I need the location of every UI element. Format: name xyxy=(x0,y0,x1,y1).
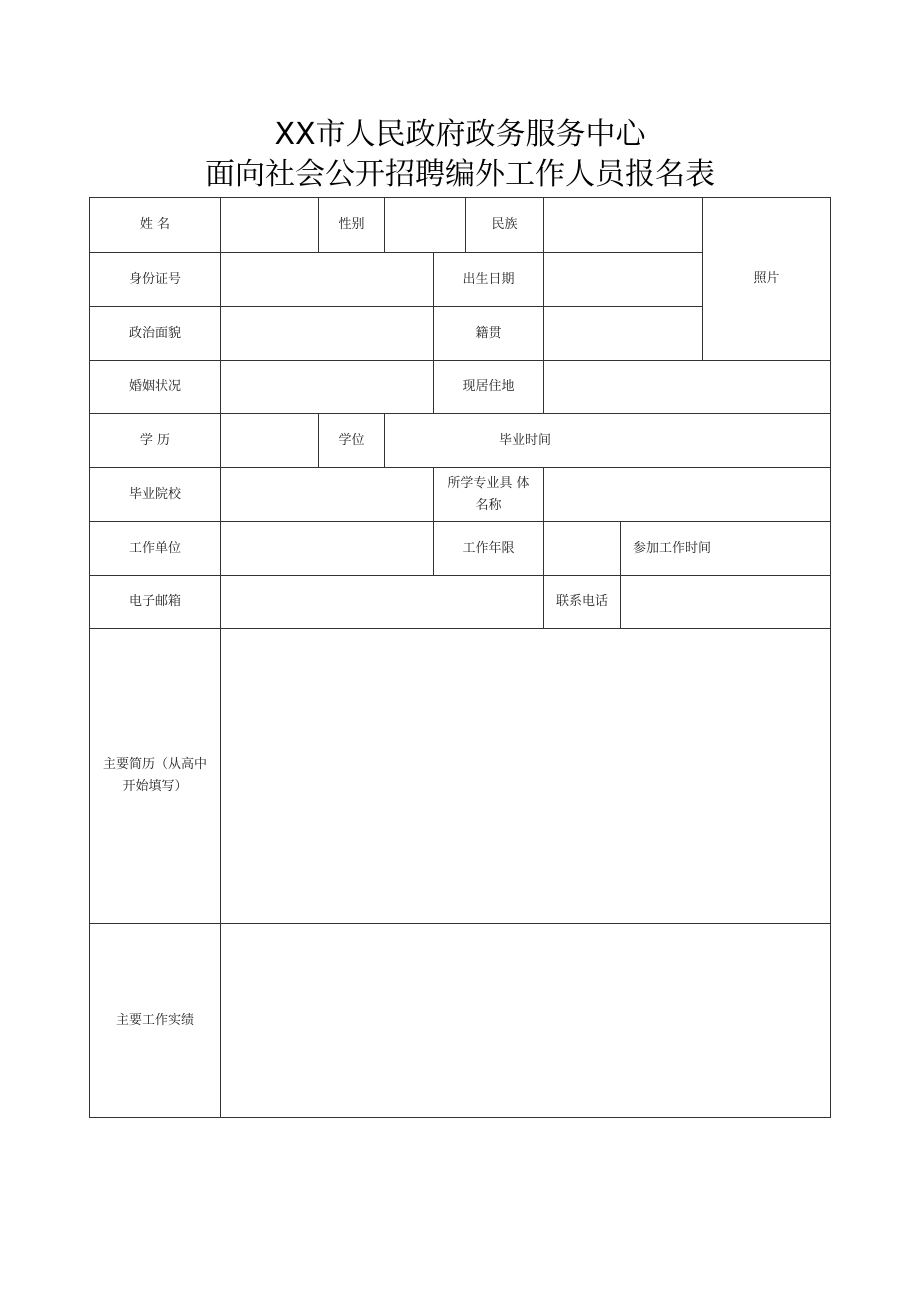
resume-field[interactable] xyxy=(221,629,830,923)
employer-field[interactable] xyxy=(221,522,433,575)
table-border-right xyxy=(830,197,831,1118)
residence-field[interactable] xyxy=(544,361,830,413)
label-school: 毕业院校 xyxy=(128,486,181,502)
email-field[interactable] xyxy=(221,576,543,628)
native-place-field[interactable] xyxy=(544,307,702,360)
label-work-start: 参加工作时间 xyxy=(633,540,712,556)
label-gender: 性别 xyxy=(338,217,365,232)
label-residence: 现居住地 xyxy=(462,379,515,394)
major-field[interactable] xyxy=(544,468,830,521)
form-title-line1: XX市人民政府政务服务中心 xyxy=(274,117,646,152)
label-work-years: 工作年限 xyxy=(462,540,515,556)
label-phone: 联系电话 xyxy=(555,594,608,609)
gender-field[interactable] xyxy=(385,198,465,252)
label-degree: 学位 xyxy=(338,432,365,448)
work-years-field[interactable] xyxy=(544,522,620,575)
label-resume: 主要简历（从高中开始填写） xyxy=(102,757,207,794)
education-field[interactable] xyxy=(221,414,318,467)
form-title-line2: 面向社会公开招聘编外工作人员报名表 xyxy=(205,157,715,192)
label-political-status: 政治面貌 xyxy=(128,325,181,341)
achievements-field[interactable] xyxy=(221,924,830,1117)
label-email: 电子邮箱 xyxy=(128,594,181,609)
label-native-place: 籍贯 xyxy=(475,325,502,341)
birth-date-field[interactable] xyxy=(544,253,702,306)
label-major: 所学专业具 体名称 xyxy=(447,475,530,513)
ethnicity-field[interactable] xyxy=(544,198,702,252)
label-graduation-time: 毕业时间 xyxy=(498,432,551,448)
political-status-field[interactable] xyxy=(221,307,433,360)
label-name: 姓 名 xyxy=(139,217,171,232)
marital-status-field[interactable] xyxy=(221,361,433,413)
phone-field[interactable] xyxy=(621,576,830,628)
degree-field[interactable] xyxy=(385,414,830,467)
label-achievements: 主要工作实绩 xyxy=(115,1012,194,1028)
label-ethnicity: 民族 xyxy=(491,217,518,232)
name-field[interactable] xyxy=(221,198,318,252)
school-field[interactable] xyxy=(221,468,433,521)
label-birth-date: 出生日期 xyxy=(462,271,515,287)
label-id-number: 身份证号 xyxy=(128,271,181,287)
label-education: 学 历 xyxy=(139,432,171,448)
table-border-bottom xyxy=(89,1117,831,1118)
id-number-field[interactable] xyxy=(221,253,433,306)
label-employer: 工作单位 xyxy=(128,540,181,556)
label-marital-status: 婚姻状况 xyxy=(128,379,181,394)
photo-area[interactable]: 照片 xyxy=(753,271,780,286)
